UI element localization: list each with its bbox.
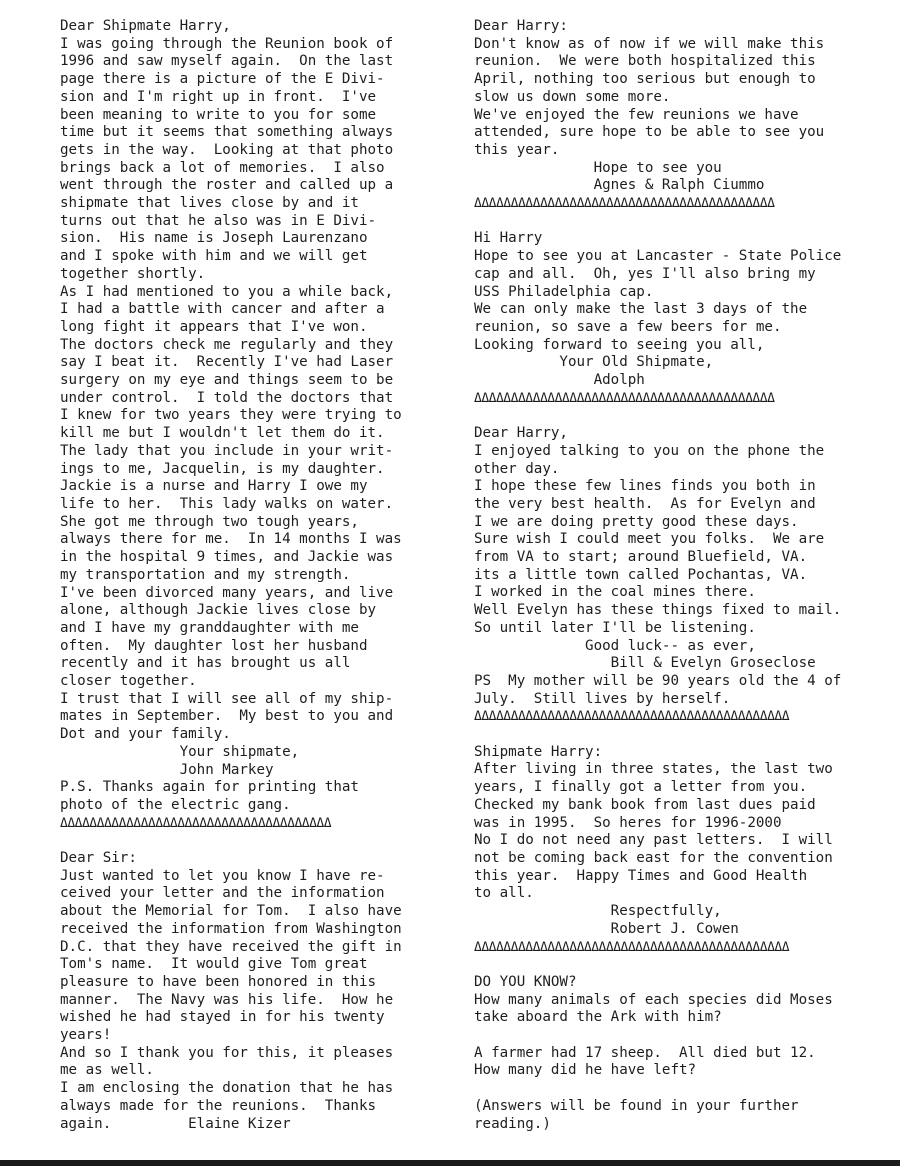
text-line: slow us down some more. (474, 88, 671, 105)
text-line: Hi Harry (474, 230, 543, 247)
text-line: the very best health. As for Evelyn and (474, 495, 816, 512)
text-line: its a little town called Pochantas, VA. (474, 566, 808, 583)
letter (474, 230, 884, 407)
text-line: under control. I told the doctors that (60, 389, 394, 406)
spacer (60, 832, 432, 850)
text-line: manner. The Navy was his life. How he (60, 991, 394, 1008)
text-line: And so I thank you for this, it pleases (60, 1044, 394, 1061)
text-line: Dear Harry, (474, 425, 568, 442)
text-line: So until later I'll be listening. (474, 619, 756, 636)
text-line: cap and all. Oh, yes I'll also bring my (474, 265, 816, 282)
text-line: Checked my bank book from last dues paid (474, 796, 816, 813)
text-line: Adolph (474, 372, 645, 389)
text-line: and I have my granddaughter with me (60, 619, 359, 636)
text-line: pleasure to have been honored in this (60, 973, 377, 990)
text-line: Don't know as of now if we will make this (474, 35, 825, 52)
text-line: How many did he have left? (474, 1062, 697, 1079)
text-line: always there for me. In 14 months I was (60, 531, 402, 548)
letter (474, 425, 884, 726)
text-line: I worked in the coal mines there. (474, 584, 756, 601)
text-line: from VA to start; around Bluefield, VA. (474, 549, 808, 566)
text-line: sion and I'm right up in front. I've (60, 88, 377, 105)
text-line: Hope to see you at Lancaster - State Police (474, 248, 842, 265)
text-line: She got me through two tough years, (60, 513, 359, 530)
text-line: We've enjoyed the few reunions we have (474, 106, 799, 123)
text-line: I enjoyed talking to you on the phone the (474, 442, 825, 459)
text-line: years! (60, 1027, 112, 1044)
text-line: was in 1995. So heres for 1996-2000 (474, 814, 782, 831)
text-line: July. Still lives by herself. (474, 690, 731, 707)
text-line: PS My mother will be 90 years old the 4 of (474, 672, 842, 689)
text-line: been meaning to write to you for some (60, 106, 377, 123)
text-line: shipmate that lives close by and it (60, 195, 359, 212)
letter (474, 18, 884, 213)
text-line: Shipmate Harry: (474, 743, 603, 760)
text-line: closer together. (60, 673, 197, 690)
text-line: The doctors check me regularly and they (60, 336, 394, 353)
text-line: to all. (474, 885, 534, 902)
text-line (474, 1027, 884, 1045)
right-column (474, 18, 884, 1133)
text-line: John Markey (60, 761, 274, 778)
text-line: Dear Shipmate Harry, (60, 18, 231, 34)
spacer (474, 956, 884, 974)
text-line: USS Philadelphia cap. (474, 283, 654, 300)
text-line: As I had mentioned to you a while back, (60, 283, 394, 300)
text-line: attended, sure hope to be able to see you (474, 124, 825, 141)
text-line: received the information from Washington (60, 920, 402, 937)
text-line: Good luck-- as ever, (474, 637, 756, 654)
text-line: ceived your letter and the information (60, 885, 385, 902)
text-line: this year. (474, 141, 560, 158)
text-line: reading.) (474, 1115, 551, 1132)
text-line: recently and it has brought us all (60, 655, 351, 672)
text-line: me as well. (60, 1062, 154, 1079)
text-line: Dear Sir: (60, 850, 137, 867)
text-line: Robert J. Cowen (474, 920, 739, 937)
text-line: Well Evelyn has these things fixed to mail. (474, 602, 842, 619)
text-line: about the Memorial for Tom. I also have (60, 903, 402, 920)
text-line: and I spoke with him and we will get (60, 248, 368, 265)
text-line: Sure wish I could meet you folks. We are (474, 531, 825, 548)
text-line: other day. (474, 460, 560, 477)
text-line: Tom's name. It would give Tom great (60, 956, 368, 973)
text-line: DO YOU KNOW? (474, 973, 577, 990)
text-line: The lady that you include in your writ- (60, 442, 394, 459)
text-line: my transportation and my strength. (60, 566, 351, 583)
text-line: After living in three states, the last two (474, 761, 833, 778)
text-line: Hope to see you (474, 159, 722, 176)
text-line: I had a battle with cancer and after a (60, 301, 385, 318)
text-line: time but it seems that something always (60, 124, 394, 141)
text-line: 1996 and saw myself again. On the last (60, 53, 394, 70)
text-line: sion. His name is Joseph Laurenzano (60, 230, 368, 247)
text-line: take aboard the Ark with him? (474, 1009, 722, 1026)
text-line: often. My daughter lost her husband (60, 637, 368, 654)
text-line: Bill & Evelyn Groseclose (474, 655, 816, 672)
text-line: I am enclosing the donation that he has (60, 1080, 394, 1097)
text-line: I hope these few lines finds you both in (474, 478, 816, 495)
text-line: Your Old Shipmate, (474, 354, 714, 371)
text-line: We can only make the last 3 days of the (474, 301, 808, 318)
text-line: I've been divorced many years, and live (60, 584, 394, 601)
text-line: How many animals of each species did Moses (474, 991, 833, 1008)
text-line: Dot and your family. (60, 726, 231, 743)
text-line: surgery on my eye and things seem to be (60, 372, 394, 389)
text-line: say I beat it. Recently I've had Laser (60, 354, 394, 371)
text-line: mates in September. My best to you and (60, 708, 394, 725)
text-line: photo of the electric gang. (60, 796, 291, 813)
text-line: went through the roster and called up a (60, 177, 394, 194)
text-line: Jackie is a nurse and Harry I owe my (60, 478, 368, 495)
text-line (474, 1080, 884, 1098)
separator: ΔΔΔΔΔΔΔΔΔΔΔΔΔΔΔΔΔΔΔΔΔΔΔΔΔΔΔΔΔΔΔΔΔΔΔΔΔΔΔΔΔΔΔ (474, 709, 790, 725)
text-line: alone, although Jackie lives close by (60, 602, 377, 619)
text-line: this year. Happy Times and Good Health (474, 867, 808, 884)
letter (474, 974, 884, 1133)
separator: ΔΔΔΔΔΔΔΔΔΔΔΔΔΔΔΔΔΔΔΔΔΔΔΔΔΔΔΔΔΔΔΔΔΔΔΔΔ (60, 815, 332, 831)
separator: ΔΔΔΔΔΔΔΔΔΔΔΔΔΔΔΔΔΔΔΔΔΔΔΔΔΔΔΔΔΔΔΔΔΔΔΔΔΔΔΔΔ (474, 390, 775, 406)
letter (60, 18, 432, 832)
text-line: not be coming back east for the convention (474, 850, 833, 866)
letter (474, 744, 884, 956)
text-line: (Answers will be found in your further (474, 1097, 799, 1114)
text-line: I trust that I will see all of my ship- (60, 690, 394, 707)
text-line: A farmer had 17 sheep. All died but 12. (474, 1044, 816, 1061)
spacer (474, 213, 884, 231)
text-line: Agnes & Ralph Ciummo (474, 177, 765, 194)
text-line: kill me but I wouldn't let them do it. (60, 425, 385, 442)
letter (60, 850, 432, 1133)
text-line: reunion. We were both hospitalized this (474, 53, 816, 70)
text-line: Respectfully, (474, 903, 722, 920)
text-line: reunion, so save a few beers for me. (474, 318, 782, 335)
spacer (474, 726, 884, 744)
text-line: always made for the reunions. Thanks (60, 1097, 377, 1114)
text-line: Just wanted to let you know I have re- (60, 867, 385, 884)
spacer (474, 407, 884, 425)
left-column (60, 18, 432, 1133)
text-line: long fight it appears that I've won. (60, 318, 368, 335)
text-line: life to her. This lady walks on water. (60, 495, 394, 512)
text-line: D.C. that they have received the gift in (60, 938, 402, 955)
text-line: P.S. Thanks again for printing that (60, 779, 359, 796)
text-line: together shortly. (60, 265, 206, 282)
text-line: page there is a picture of the E Divi- (60, 71, 385, 88)
text-line: again. Elaine Kizer (60, 1115, 291, 1132)
text-line: I knew for two years they were trying to (60, 407, 402, 424)
text-line: No I do not need any past letters. I will (474, 832, 833, 849)
text-line: I was going through the Reunion book of (60, 35, 394, 52)
bottom-rule (0, 1160, 900, 1166)
text-line: in the hospital 9 times, and Jackie was (60, 549, 394, 566)
text-line: years, I finally got a letter from you. (474, 779, 808, 796)
separator: ΔΔΔΔΔΔΔΔΔΔΔΔΔΔΔΔΔΔΔΔΔΔΔΔΔΔΔΔΔΔΔΔΔΔΔΔΔΔΔΔΔ (474, 196, 775, 212)
text-line: I we are doing pretty good these days. (474, 513, 799, 530)
text-line: turns out that he also was in E Divi- (60, 212, 377, 229)
text-line: wished he had stayed in for his twenty (60, 1009, 385, 1026)
text-line: April, nothing too serious but enough to (474, 71, 816, 88)
text-line: gets in the way. Looking at that photo (60, 141, 394, 158)
text-line: Dear Harry: (474, 18, 568, 34)
text-line: ings to me, Jacquelin, is my daughter. (60, 460, 385, 477)
text-line: Looking forward to seeing you all, (474, 336, 765, 353)
text-line: Your shipmate, (60, 743, 300, 760)
text-line: brings back a lot of memories. I also (60, 159, 385, 176)
separator: ΔΔΔΔΔΔΔΔΔΔΔΔΔΔΔΔΔΔΔΔΔΔΔΔΔΔΔΔΔΔΔΔΔΔΔΔΔΔΔΔΔΔΔ (474, 939, 790, 955)
